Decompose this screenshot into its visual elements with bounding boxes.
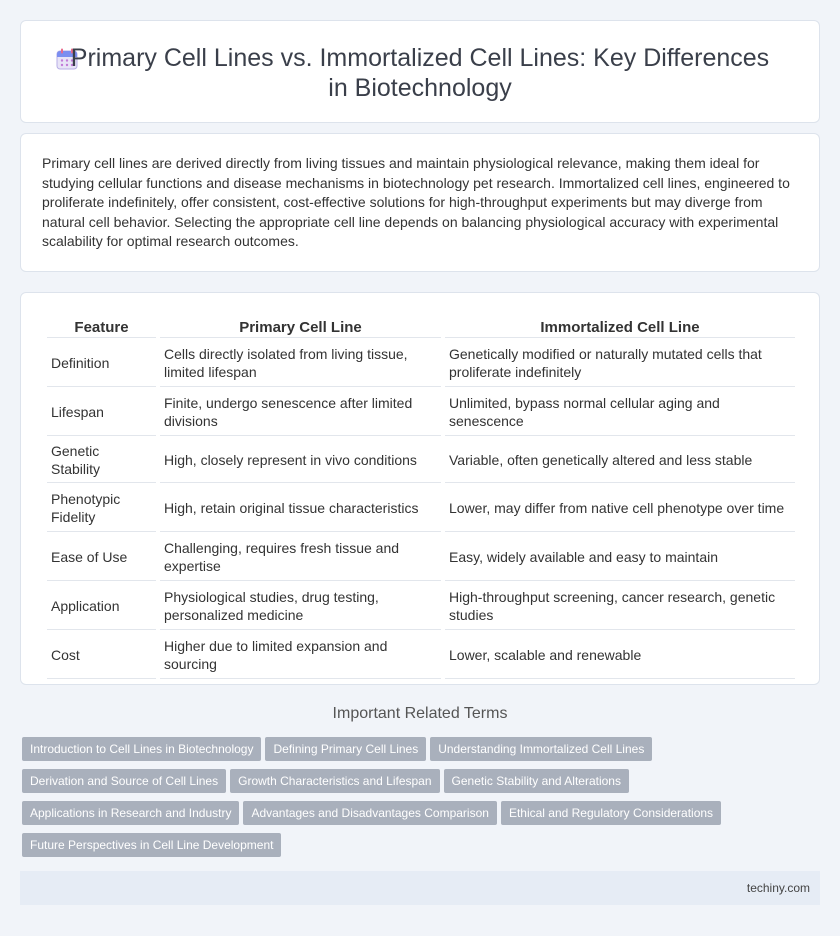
related-terms-title: Important Related Terms (332, 705, 508, 722)
table-row (47, 438, 795, 483)
table-row (47, 389, 795, 436)
row-primary: Finite, undergo senescence after limited divisions (160, 389, 441, 436)
related-term-tag[interactable]: Ethical and Regulatory Considerations (501, 801, 721, 825)
row-primary: Higher due to limited expansion and sourcing (160, 632, 441, 679)
title-card (20, 20, 820, 123)
row-immortalized: Unlimited, bypass normal cellular aging and senescence (445, 389, 795, 436)
table-row (47, 583, 795, 630)
row-feature: Ease of Use (47, 534, 156, 581)
row-primary: Challenging, requires fresh tissue and expertise (160, 534, 441, 581)
row-immortalized: Variable, often genetically altered and less stable (445, 438, 795, 483)
related-term-tag[interactable]: Understanding Immortalized Cell Lines (430, 737, 652, 761)
comparison-table (43, 313, 799, 681)
row-immortalized: Genetically modified or naturally mutated cells that proliferate indefinitely (445, 340, 795, 387)
related-terms-list (22, 737, 812, 865)
row-primary: Physiological studies, drug testing, personalized medicine (160, 583, 441, 630)
row-immortalized: Lower, scalable and renewable (445, 632, 795, 679)
related-term-tag[interactable]: Derivation and Source of Cell Lines (22, 769, 226, 793)
row-primary: High, closely represent in vivo conditions (160, 438, 441, 483)
header-feature: Feature (47, 315, 156, 338)
table-row (47, 485, 795, 532)
row-feature: Application (47, 583, 156, 630)
intro-paragraph: Primary cell lines are derived directly from living tissues and maintain physiological relevance, making them ideal for studying cellular functions and disease mechanisms in biotechnology pet research. Immortalized cell lines, engineered to proliferate indefinitely, offer consistent, cost-effective solutions for high-throughput experiments but may diverge from natural cell behavior. Selecting the appropriate cell line depends on balancing physiological accuracy with experimental scalability for optimal research outcomes. (42, 155, 790, 249)
page-title: Primary Cell Lines vs. Immortalized Cell Lines: Key Differences in Biotechnology (70, 44, 770, 102)
comparison-card (20, 292, 820, 685)
table-header-row (47, 315, 795, 338)
footer-brand[interactable]: techiny.com (746, 881, 810, 895)
footer (20, 871, 820, 905)
row-immortalized: Lower, may differ from native cell phenotype over time (445, 485, 795, 532)
related-term-tag[interactable]: Introduction to Cell Lines in Biotechnology (22, 737, 261, 761)
row-feature: Definition (47, 340, 156, 387)
table-row (47, 340, 795, 387)
row-immortalized: Easy, widely available and easy to maintain (445, 534, 795, 581)
related-term-tag[interactable]: Genetic Stability and Alterations (444, 769, 629, 793)
table-row (47, 632, 795, 679)
row-immortalized: High-throughput screening, cancer research, genetic studies (445, 583, 795, 630)
row-feature: Genetic Stability (47, 438, 156, 483)
related-term-tag[interactable]: Future Perspectives in Cell Line Development (22, 833, 281, 857)
row-feature: Cost (47, 632, 156, 679)
intro-card (20, 133, 820, 272)
related-term-tag[interactable]: Advantages and Disadvantages Comparison (243, 801, 496, 825)
header-primary: Primary Cell Line (160, 315, 441, 338)
related-term-tag[interactable]: Growth Characteristics and Lifespan (230, 769, 439, 793)
row-feature: Lifespan (47, 389, 156, 436)
header-immortalized: Immortalized Cell Line (445, 315, 795, 338)
row-primary: High, retain original tissue characteristics (160, 485, 441, 532)
row-primary: Cells directly isolated from living tissue, limited lifespan (160, 340, 441, 387)
related-term-tag[interactable]: Defining Primary Cell Lines (265, 737, 426, 761)
related-term-tag[interactable]: Applications in Research and Industry (22, 801, 239, 825)
table-row (47, 534, 795, 581)
row-feature: Phenotypic Fidelity (47, 485, 156, 532)
